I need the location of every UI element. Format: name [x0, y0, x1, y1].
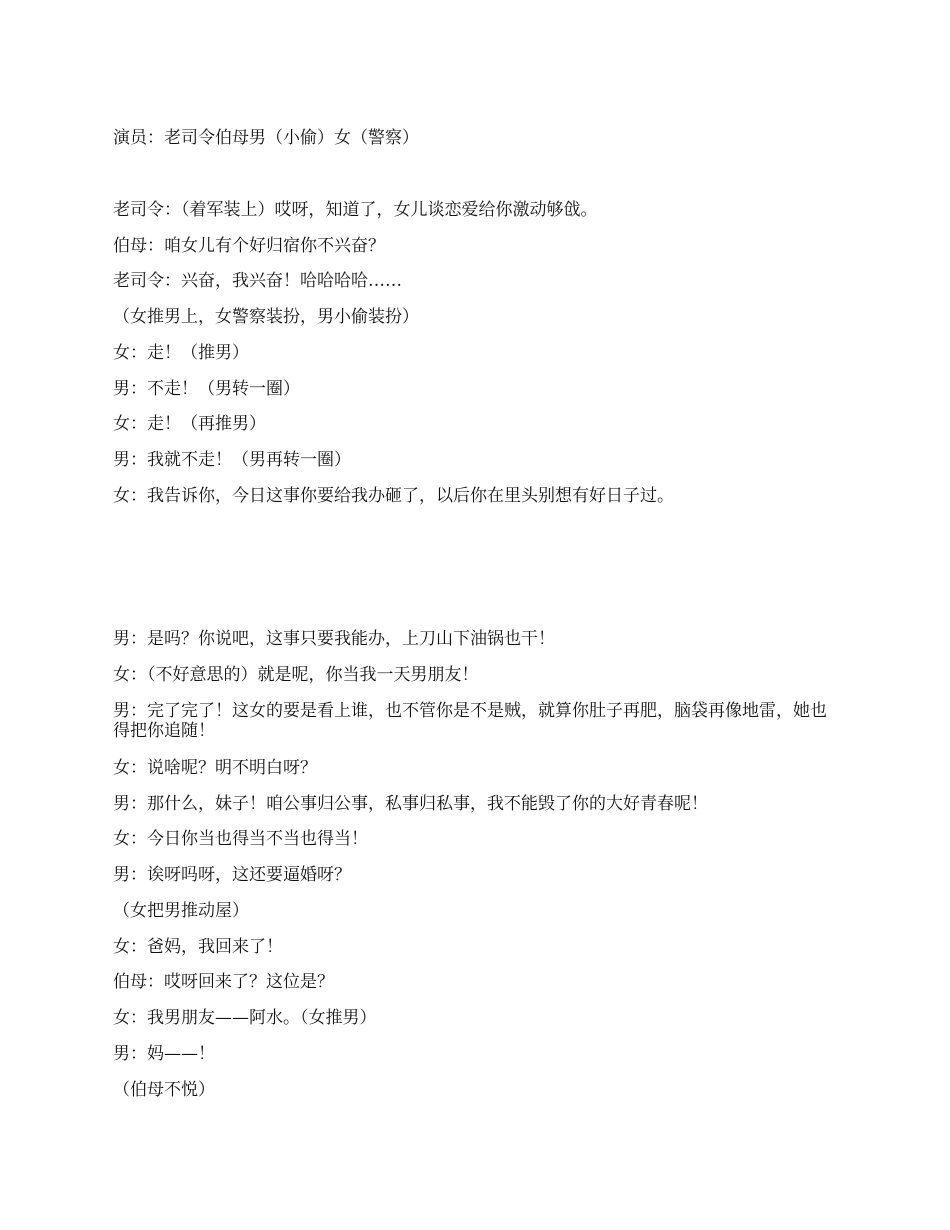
dialogue-line: 男：不走！（男转一圈） — [113, 379, 300, 399]
dialogue-line: 老司令：（着军装上）哎呀，知道了，女儿谈恋爱给你激动够戗。 — [113, 200, 598, 220]
cast-list: 演员：老司令伯母男（小偷）女（警察） — [113, 128, 419, 148]
dialogue-line: 男：诶呀吗呀，这还要逼婚呀？ — [113, 865, 351, 885]
dialogue-line: 女：走！（再推男） — [113, 414, 266, 434]
dialogue-line: 女：（不好意思的）就是呢，你当我一天男朋友！ — [113, 665, 479, 685]
dialogue-line: 女：说啥呢？明不明白呀？ — [113, 758, 317, 778]
dialogue-line: 男：那什么，妹子！咱公事归公事，私事归私事，我不能毁了你的大好青春呢！ — [113, 794, 708, 814]
dialogue-line: 男：完了完了！这女的要是看上谁，也不管你是不是贼，就算你肚子再肥，脑袋再像地雷，她也得把你追随！ — [113, 701, 827, 741]
dialogue-line: 女：走！（推男） — [113, 343, 249, 363]
stage-direction: （伯母不悦） — [113, 1080, 215, 1100]
dialogue-line: 老司令：兴奋，我兴奋！哈哈哈哈…… — [113, 271, 402, 291]
dialogue-line: 男：是吗？你说吧，这事只要我能办，上刀山下油锅也干！ — [113, 629, 555, 649]
dialogue-line: 伯母：哎呀回来了？这位是？ — [113, 972, 334, 992]
dialogue-line: 女：今日你当也得当不当也得当！ — [113, 829, 368, 849]
dialogue-line: 女：爸妈，我回来了！ — [113, 937, 283, 957]
stage-direction: （女把男推动屋） — [113, 901, 249, 921]
dialogue-line: 伯母：咱女儿有个好归宿你不兴奋？ — [113, 236, 385, 256]
dialogue-line: 男：我就不走！（男再转一圈） — [113, 450, 351, 470]
dialogue-line: 男：妈——！ — [113, 1044, 215, 1064]
dialogue-line: 女：我告诉你，今日这事你要给我办砸了，以后你在里头别想有好日子过。 — [113, 486, 674, 506]
stage-direction: （女推男上，女警察装扮，男小偷装扮） — [113, 307, 419, 327]
dialogue-line: 女：我男朋友——阿水。（女推男） — [113, 1008, 377, 1028]
